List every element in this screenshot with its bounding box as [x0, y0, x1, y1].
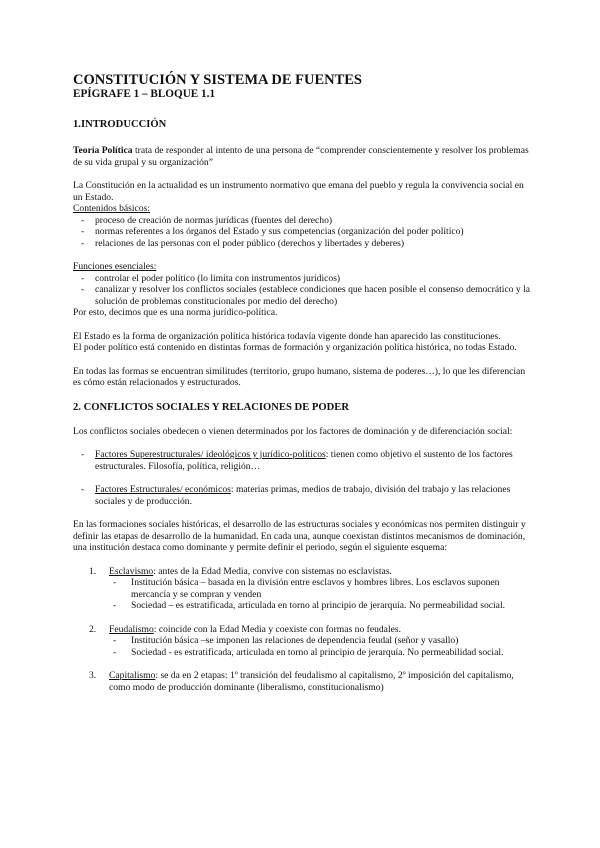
list-item [73, 484, 533, 507]
teoria-term: Teoría Política [73, 145, 133, 156]
list-number: 1. [89, 565, 97, 577]
list-number: 2. [89, 623, 97, 635]
list-item [73, 449, 533, 472]
constitucion-paragraph: La Constitución en la actualidad es un instrumento normativo que emana del pueblo y regula la convivencia social en un Estado. [73, 180, 524, 203]
list-item: - Institución básica – basada en la división entre esclavos y hombres libres. Los esclavos suponen mercancía y se compran y venden [73, 577, 533, 600]
factor-label: Factores Superestructurales/ ideológicos y jurídico-políticos [95, 449, 326, 460]
factor-description: : tienen como objetivo el sustento de los factores estructurales. Filosofía, política, religión… [95, 449, 513, 472]
formaciones-paragraph: En las formaciones sociales históricas, el desarrollo de las estructuras sociales y económicas nos permiten distinguir y definir las etapas de desarrollo de la humanidad. En cada una, aunque coexistan distintos mecanismos de dominación, una institución destaca como dominante y permite definir el periodo, según el siguiente esquema: [73, 519, 526, 553]
por-esto-paragraph: Por esto, decimos que es una norma jurídico-política. [73, 307, 278, 318]
list-item: - Sociedad - es estratificada, articulada en torno al principio de jerarquía. No permeabilidad social. [73, 647, 533, 659]
etapa-label: Capitalismo [109, 670, 156, 681]
etapa-description: : se da en 2 etapas: 1º transición del feudalismo al capitalismo, 2º imposición del capitalismo, como modo de producción dominante (liberalismo, constitucionalismo) [109, 670, 514, 693]
etapa-label: Esclavismo [109, 565, 154, 577]
teoria-definition: trata de responder al intento de una persona de “comprender conscientemente y resolver los problemas de su vida grupal y su organización” [73, 145, 529, 168]
list-item: - proceso de creación de normas jurídicas (fuentes del derecho) [73, 215, 533, 227]
document-title: CONSTITUCIÓN Y SISTEMA DE FUENTES [73, 72, 362, 88]
list-item: - relaciones de las personas con el poder público (derechos y libertades y deberes) [73, 238, 533, 250]
factor-description: : materias primas, medios de trabajo, división del trabajo y las relaciones sociales y de producción. [95, 484, 511, 507]
list-item: - Sociedad – es estratificada, articulada en torno al principio de jerarquía. No permeabilidad social. [73, 600, 533, 612]
etapa-label: Feudalismo [109, 623, 154, 635]
section-2-heading: 2. CONFLICTOS SOCIALES Y RELACIONES DE PODER [73, 401, 349, 413]
list-item: - normas referentes a los órganos del Estado y sus competencias (organización del poder político) [73, 226, 533, 238]
conflictos-paragraph: Los conflictos sociales obedecen o vienen determinados por los factores de dominación y de diferenciación social: [73, 425, 513, 437]
etapa-description: : antes de la Edad Media, convive con sistemas no esclavistas. [153, 565, 392, 577]
teoria-paragraph [73, 145, 533, 168]
section-1-heading: 1.INTRODUCCIÓN [73, 119, 167, 130]
list-item [73, 566, 533, 578]
contenidos-label: Contenidos básicos: [73, 203, 151, 214]
funciones-label: Funciones esenciales: [73, 261, 157, 272]
list-item: - Institución básica –se imponen las relaciones de dependencia feudal (señor y vasallo) [73, 635, 533, 647]
list-item: - controlar el poder político (lo limita con instrumentos jurídicos) [73, 273, 533, 285]
list-item [73, 624, 533, 636]
poder-paragraph: El poder político está contenido en distintas formas de formación y organización política histórica, no todas Estado. [73, 342, 517, 353]
document-subtitle: EPÍGRAFE 1 – BLOQUE 1.1 [73, 88, 216, 100]
list-item [73, 670, 533, 693]
factor-label: Factores Estructurales/ económicos [95, 484, 231, 495]
etapa-description: : coincide con la Edad Media y coexiste con formas no feudales. [153, 623, 401, 635]
estado-paragraph: El Estado es la forma de organización política histórica todavía vigente donde han aparecido las constituciones. [73, 330, 501, 342]
similitudes-paragraph: En todas las formas se encuentran similitudes (territorio, grupo humano, sistema de poderes…), lo que les diferencian es cómo están relacionados y estructurados. [73, 365, 526, 388]
document-page [73, 72, 533, 693]
list-number: 3. [89, 670, 97, 681]
list-item: - canalizar y resolver los conflictos sociales (establece condiciones que hacen posible el consenso democrático y la solución de problemas constitucionales por medio del derecho) [73, 284, 533, 307]
